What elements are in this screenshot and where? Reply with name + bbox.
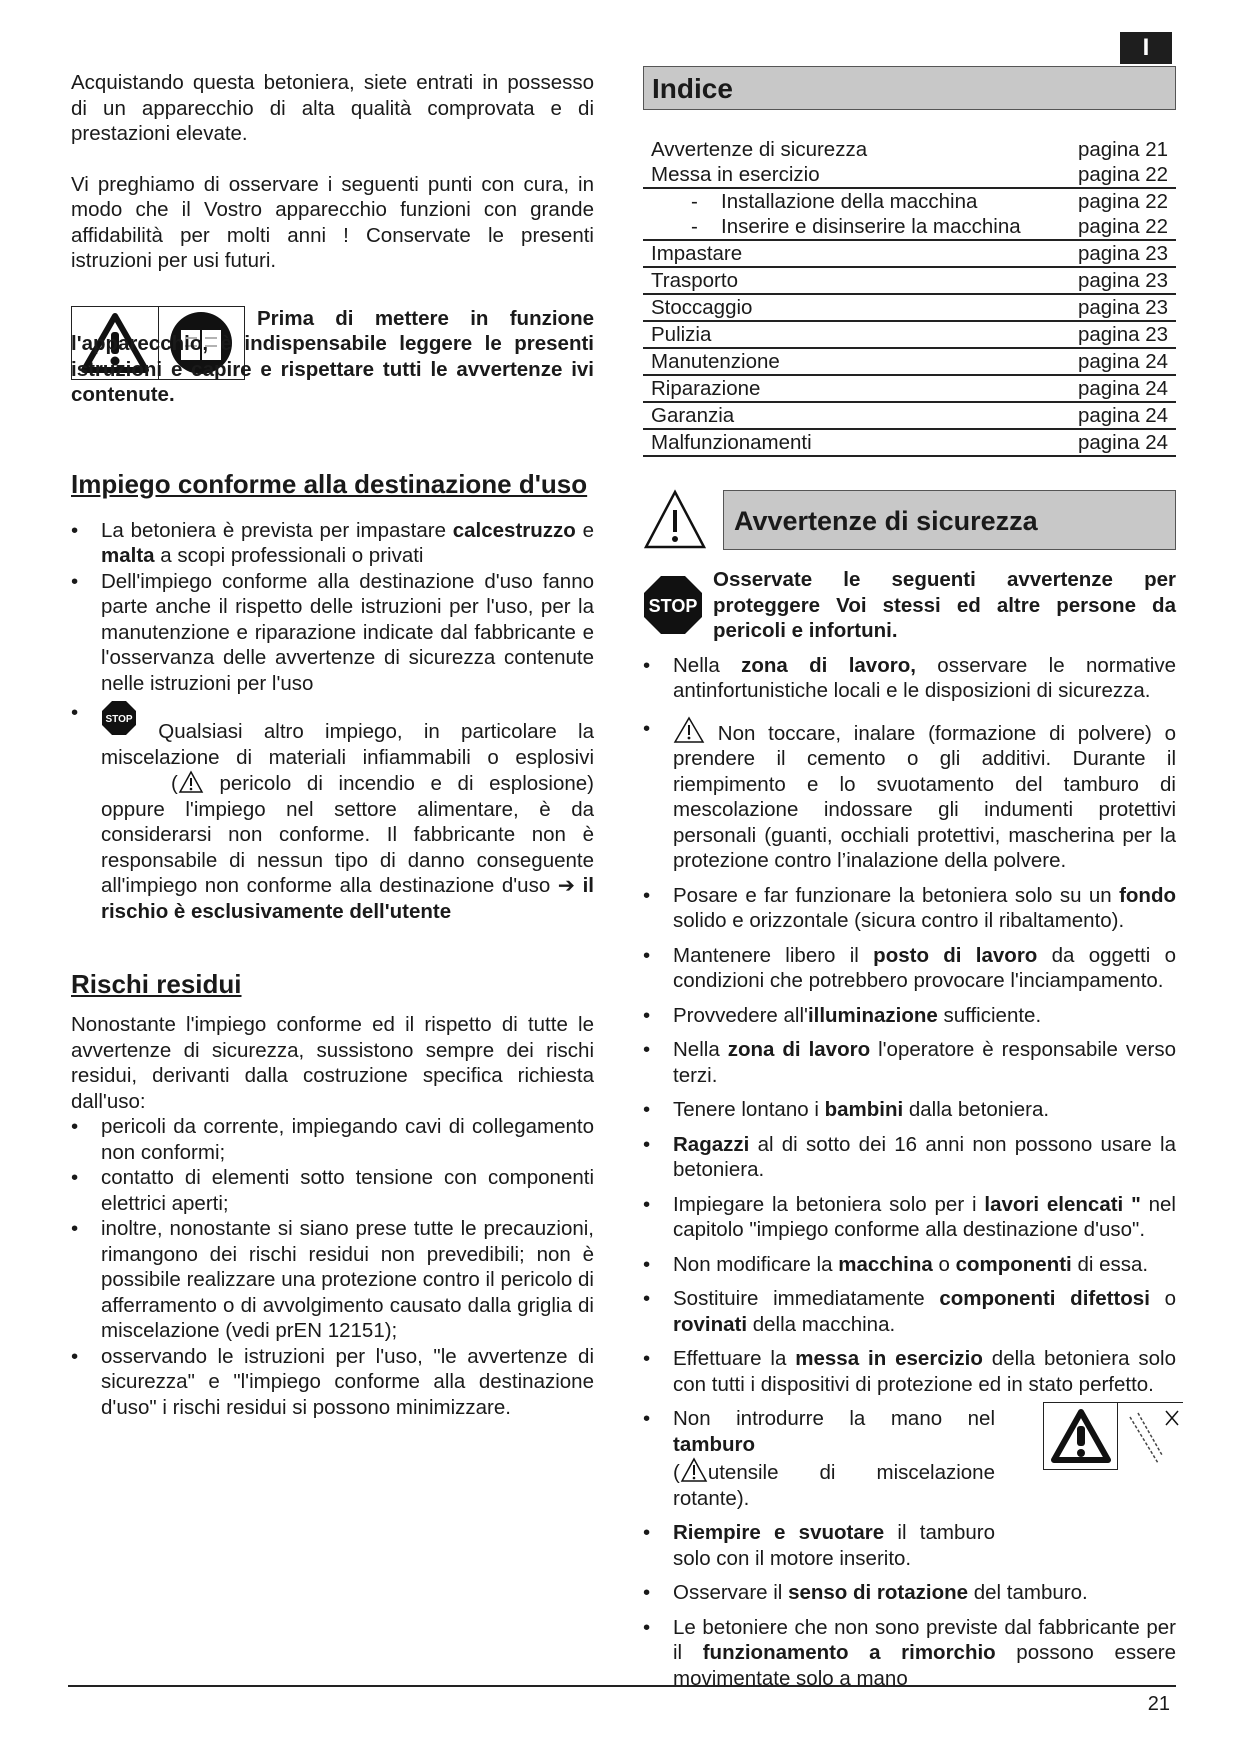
toc-row[interactable]: - Inserire e disinserire la macchina pagina 22 <box>643 214 1176 240</box>
list-item: • pericoli da corrente, impiegando cavi di collegamento non conformi; <box>71 1114 594 1165</box>
page-number: 21 <box>1147 1693 1170 1715</box>
list-item: • Sostituire immediatamente componenti difettosi o rovinati della macchina. <box>643 1286 1176 1337</box>
toc-row[interactable]: Malfunzionamenti pagina 24 <box>643 429 1176 456</box>
list-item: • Le betoniere che non sono previste dal fabbricante per il funzionamento a rimorchio possono essere movimentate solo a mano <box>643 1615 1176 1692</box>
impiego-list <box>71 518 594 925</box>
avvertenze-header <box>643 489 1176 551</box>
stop-warning <box>643 567 1176 644</box>
stop-sign-icon <box>101 700 137 736</box>
list-item: • Effettuare la messa in esercizio della betoniera solo con tutti i dispositivi di protezione ed in stato perfetto. <box>643 1346 1176 1397</box>
list-item: • Riempire e svuotare il tamburo solo con il motore inserito. <box>643 1520 995 1571</box>
warning-small-icon <box>680 1457 708 1483</box>
footer-divider <box>68 1685 1176 1687</box>
warning-small-icon <box>673 716 705 744</box>
toc-row[interactable]: Trasporto pagina 23 <box>643 267 1176 294</box>
avvertenze-title: Avvertenze di sicurezza <box>723 490 1176 550</box>
list-item: • Non modificare la macchina o componenti di essa. <box>643 1252 1176 1278</box>
language-badge: I <box>1120 32 1172 64</box>
toc-row[interactable]: Stoccaggio pagina 23 <box>643 294 1176 321</box>
list-item: • Provvedere all'illuminazione sufficiente. <box>643 1003 1176 1029</box>
list-item: • osservando le istruzioni per l'uso, "le avvertenze di sicurezza" e "l'impiego conforme alla destinazione d'uso" i rischi residui si possono minimizzare. <box>71 1344 594 1421</box>
warning-triangle-icon <box>643 489 707 551</box>
list-item: • Impiegare la betoniera solo per i lavori elencati " nel capitolo "impiego conforme alla destinazione d'uso". <box>643 1192 1176 1243</box>
rischi-list <box>71 1114 594 1420</box>
svg-text:STOP: • STOP <box>105 714 133 725</box>
list-item: • Tenere lontano i bambini dalla betoniera. <box>643 1097 1176 1123</box>
warning-text: Prima di mettere in funzione l'apparecchio, è indispensabile leggere le presenti istruzioni e capire e rispettare tutti le avvertenze ivi contenute. <box>71 306 594 406</box>
list-item: • La betoniera è prevista per impastare calcestruzzo e malta a scopi professionali o privati <box>71 518 594 569</box>
mixing-blade-icon <box>1117 1402 1183 1470</box>
toc-row[interactable]: Pulizia pagina 23 <box>643 321 1176 348</box>
list-item: • Non toccare, inalare (formazione di polvere) o prendere il cemento o gli additivi. Durante il riempimento e lo svuotamento del tamburo di mescolazione indossare gli indumenti protettivi personali (guanti, occhiali protettivi, mascherina per la protezione contro l’inalazione della polvere. <box>643 716 1176 874</box>
toc-row[interactable]: Messa in esercizio pagina 22 <box>643 162 1176 188</box>
list-item: • STOP Qualsiasi altro impiego, in particolare la miscelazione di materiali infiammabili o esplosivi ( pericolo di incendio e di esplosione) oppure l'impiego nel settore alimentare, è da considerarsi non conforme. Il fabbricante non è responsabile di nessun tipo di danno conseguente all'impiego non conforme alla destinazione d'uso ➔ il rischio è esclusivamente dell'utente <box>71 700 594 924</box>
table-of-contents <box>643 137 1176 457</box>
toc-row[interactable]: Avvertenze di sicurezza pagina 21 <box>651 138 1168 161</box>
toc-row[interactable]: Manutenzione pagina 24 <box>643 348 1176 375</box>
list-item: • Nella zona di lavoro l'operatore è responsabile verso terzi. <box>643 1037 1176 1088</box>
list-item: • contatto di elementi sotto tensione con componenti elettrici aperti; <box>71 1165 594 1216</box>
toc-row[interactable]: Garanzia pagina 24 <box>643 402 1176 429</box>
list-item: • Osservare il senso di rotazione del tamburo. <box>643 1580 1176 1606</box>
stop-sign-icon <box>643 575 703 635</box>
toc-row[interactable]: Impastare pagina 23 <box>643 240 1176 267</box>
section-title-impiego: Impiego conforme alla destinazione d'uso <box>71 468 588 499</box>
intro-paragraph-1: Acquistando questa betoniera, siete entrati in possesso di un apparecchio di alta qualità comprovata e di prestazioni elevate. <box>71 71 594 145</box>
intro-paragraph-2: Vi preghiamo di osservare i seguenti punti con cura, in modo che il Vostro apparecchio funzioni con grande affidabilità per molti anni ! Conservate le presenti istruzioni per usi futuri. <box>71 172 594 272</box>
stop-warning-text: Osservate le seguenti avvertenze per proteggere Voi stessi ed altre persone da pericoli e infortuni. <box>713 568 1176 642</box>
list-item: • Mantenere libero il posto di lavoro da oggetti o condizioni che potrebbero provocare l'inciampamento. <box>643 943 1176 994</box>
drum-warning-icons <box>1043 1402 1183 1470</box>
warning-triangle-icon <box>1043 1402 1117 1470</box>
left-column <box>71 70 594 1420</box>
section-title-rischi: Rischi residui <box>71 969 242 999</box>
list-item: • Ragazzi al di sotto dei 16 anni non possono usare la betoniera. <box>643 1132 1176 1183</box>
toc-row[interactable]: - Installazione della macchina pagina 22 <box>691 190 1168 213</box>
toc-row[interactable]: Riparazione pagina 24 <box>643 375 1176 402</box>
index-header: Indice <box>643 66 1176 110</box>
list-item: • Nella zona di lavoro, osservare le normative antinfortunistiche locali e le disposizioni di sicurezza. <box>643 653 1176 704</box>
svg-text:STOP: STOP <box>648 596 698 617</box>
list-item: • Dell'impiego conforme alla destinazione d'uso fanno parte anche il rispetto delle istruzioni per l'uso, per la manutenzione e riparazione indicate dal fabbricante e l'osservanza delle avvertenze di sicurezza contenute nelle istruzioni per l'uso <box>71 569 594 697</box>
list-item: • Non introdurre la mano nel tamburo ( utensile di miscelazione rotante). <box>643 1406 995 1511</box>
list-item: • Posare e far funzionare la betoniera solo su un fondo solido e orizzontale (sicura contro il ribaltamento). <box>643 883 1176 934</box>
list-item: • inoltre, nonostante si siano prese tutte le precauzioni, rimangono dei rischi residui non prevedibili; non è possibile realizzare una protezione contro il pericolo di afferramento o di avvolgimento causato dalla griglia di miscelazione (vedi prEN 12151); <box>71 1216 594 1344</box>
avvertenze-list <box>643 653 1176 1692</box>
rischi-intro: Nonostante l'impiego conforme ed il rispetto di tutte le avvertenze di sicurezza, sussistono sempre dei rischi residui, derivanti dalla costruzione specifica richiesta dall'uso: <box>71 1013 594 1113</box>
warning-small-icon <box>178 770 204 794</box>
